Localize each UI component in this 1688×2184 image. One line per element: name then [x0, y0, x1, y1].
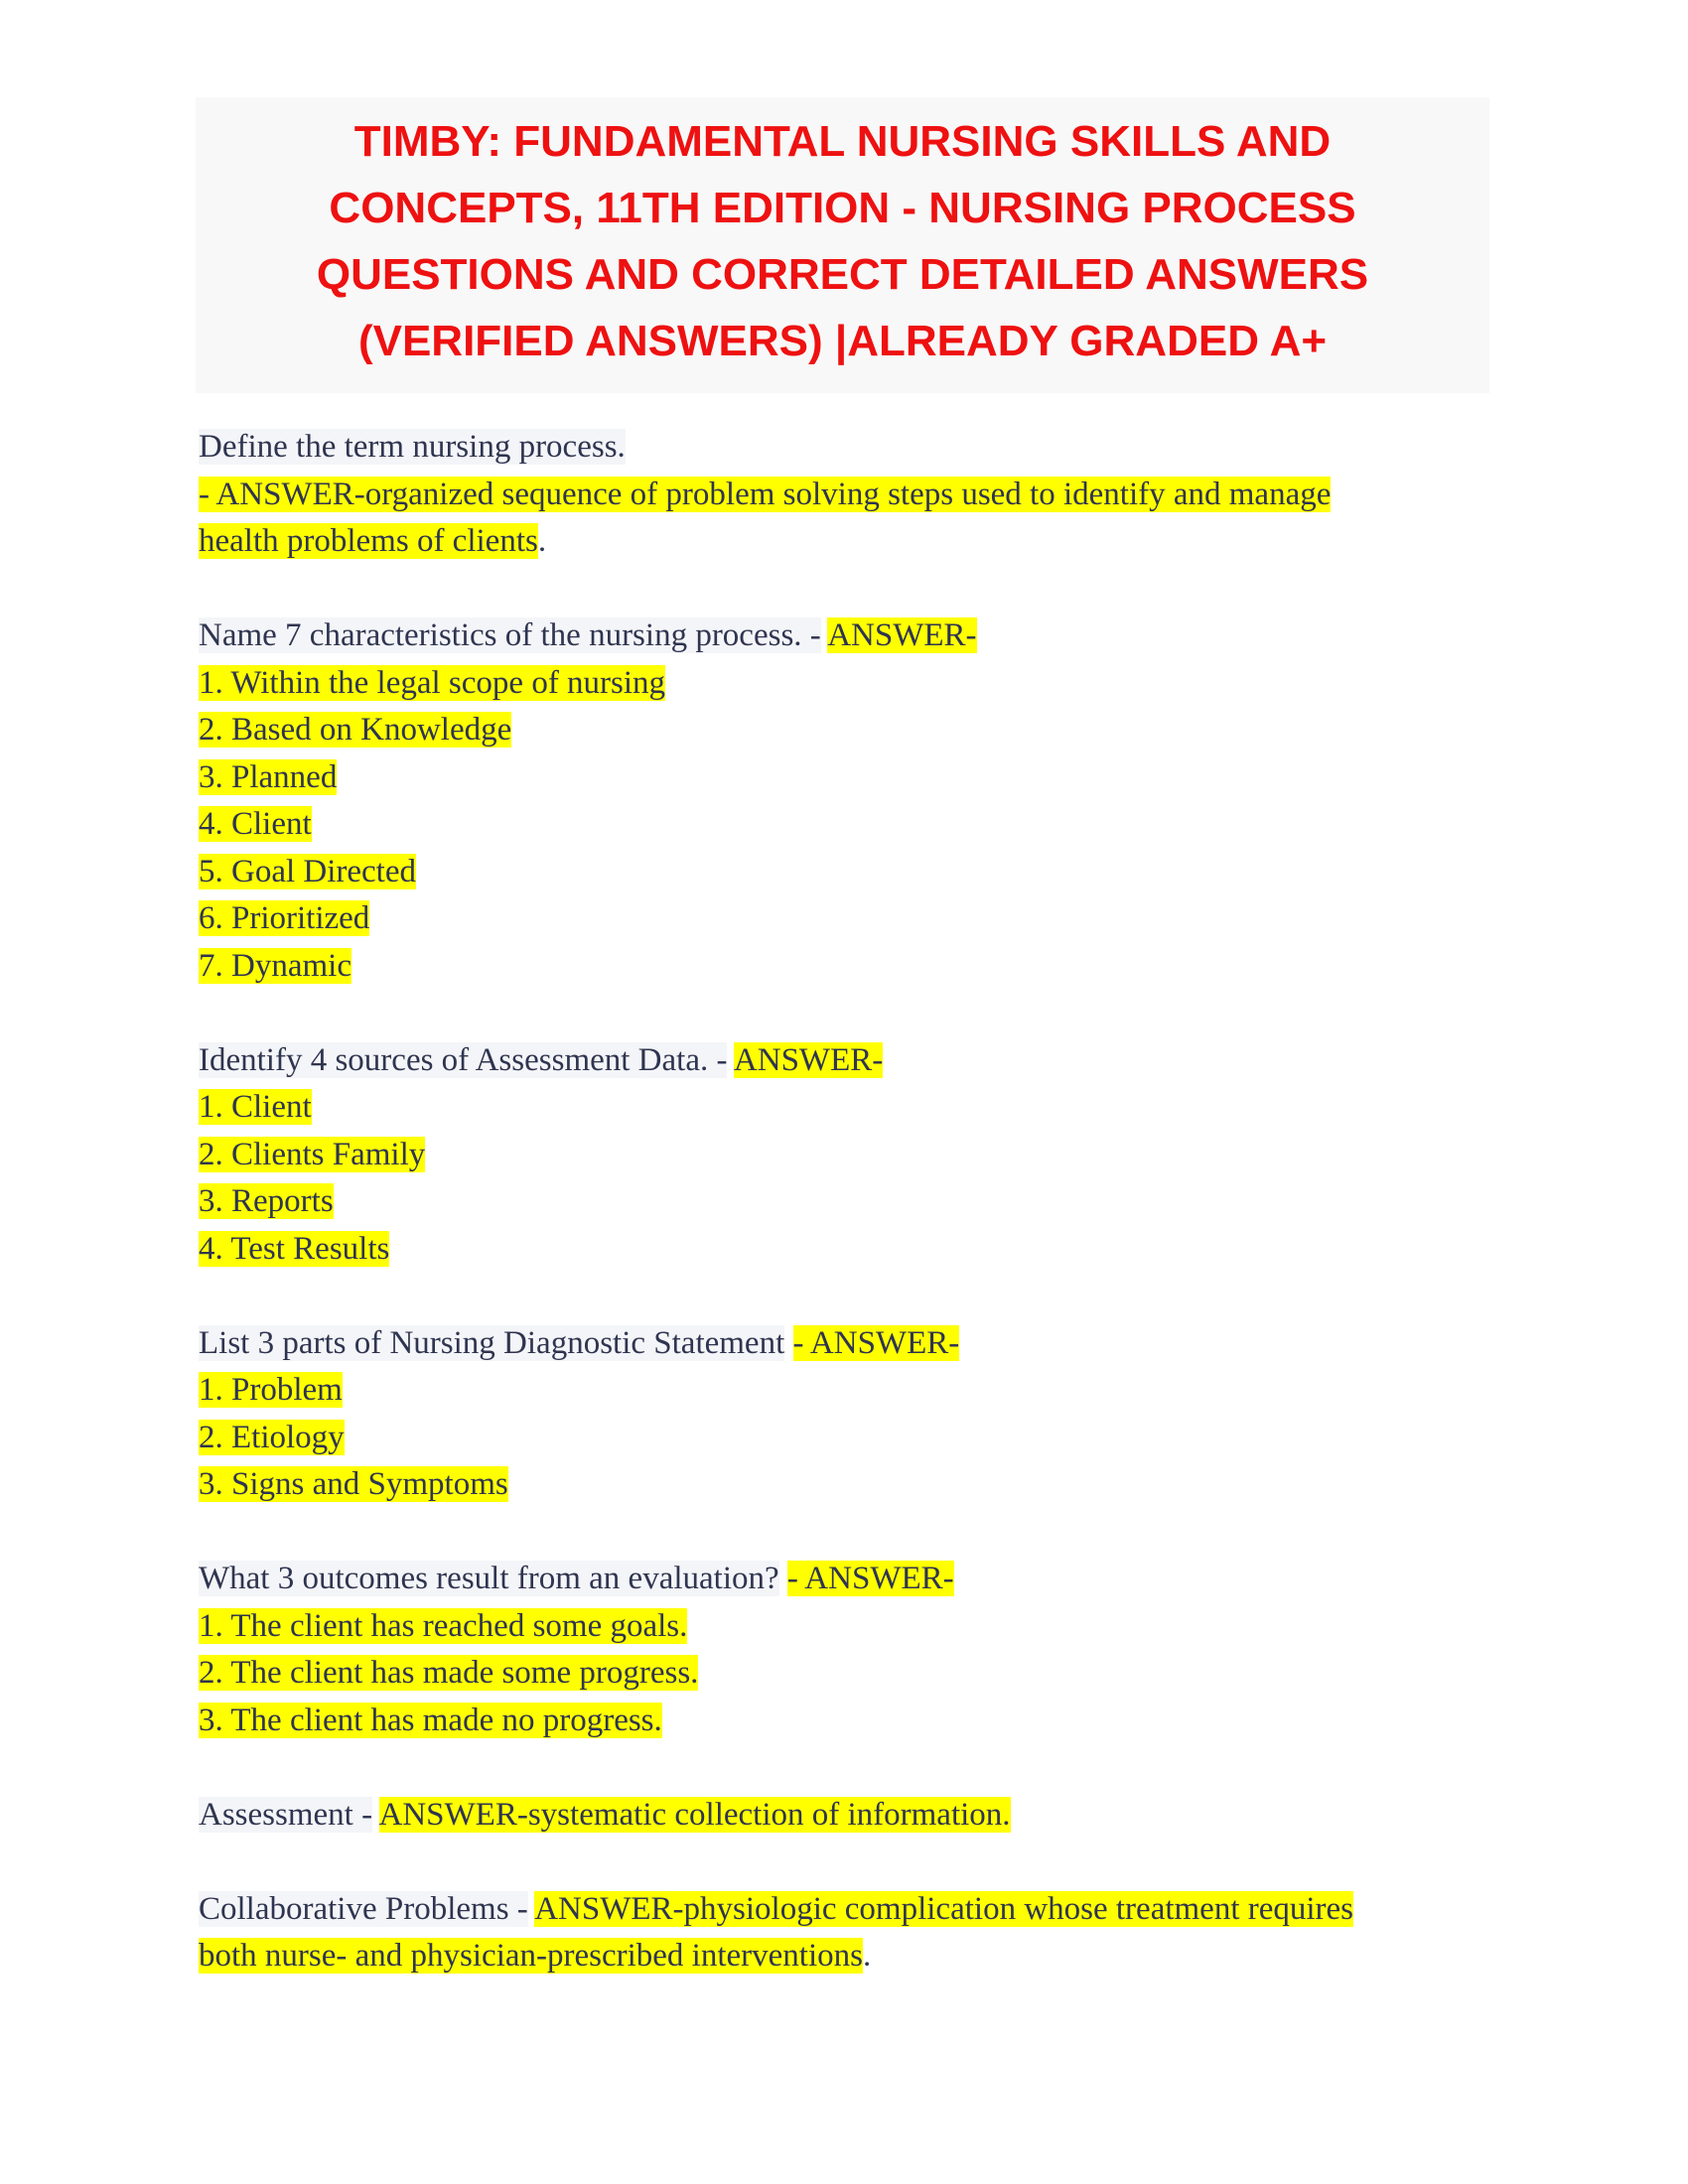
answer-item-text: 3. Reports — [199, 1183, 334, 1219]
answer-list-item — [199, 1698, 1509, 1745]
qa-question — [199, 1556, 1509, 1603]
answer-item-text: 1. Client — [199, 1089, 312, 1125]
answer-list-item — [199, 895, 1509, 943]
answer-list-item — [199, 660, 1509, 708]
answer-item-text: 5. Goal Directed — [199, 853, 416, 889]
answer-item-text: 1. Within the legal scope of nursing — [199, 664, 666, 701]
question-text: Name 7 characteristics of the nursing process. - — [199, 617, 821, 653]
answer-list-item — [199, 1461, 1509, 1509]
answer-list-item — [199, 1226, 1509, 1274]
answer-list-item — [199, 943, 1509, 991]
qa-question — [199, 1792, 1509, 1840]
answer-item-text: 6. Prioritized — [199, 900, 370, 936]
answer-list-item — [199, 1084, 1509, 1132]
question-text: Assessment - — [199, 1796, 373, 1833]
qa-body — [199, 424, 1509, 1980]
answer-list-item — [199, 1367, 1509, 1415]
answer-list-item — [199, 849, 1509, 896]
answer-end: . — [862, 1938, 872, 1974]
answer-item-text: 4. Test Results — [199, 1230, 390, 1267]
answer-item-text: 3. Planned — [199, 758, 338, 795]
qa-question — [199, 1886, 1509, 1934]
qa-answer-line — [199, 1933, 1509, 1980]
qa-answer-line — [199, 472, 1509, 519]
question-text: Define the term nursing process. — [199, 429, 626, 465]
answer-list-item — [199, 1415, 1509, 1462]
answer-list-item — [199, 1603, 1509, 1651]
answer-list-item — [199, 754, 1509, 802]
answer-head: ANSWER- — [827, 617, 977, 653]
title-line: TIMBY: FUNDAMENTAL NURSING SKILLS AND — [353, 117, 1332, 166]
answer-item-text: 1. The client has reached some goals. — [199, 1607, 688, 1644]
question-text: List 3 parts of Nursing Diagnostic Statement — [199, 1324, 785, 1361]
answer-item-text: 2. The client has made some progress. — [199, 1655, 699, 1691]
question-text: What 3 outcomes result from an evaluation? — [199, 1561, 779, 1596]
answer-text: health problems of clients — [199, 523, 538, 559]
answer-item-text: 7. Dynamic — [199, 947, 352, 984]
answer-head: ANSWER- — [733, 1041, 884, 1078]
qa-question — [199, 1320, 1509, 1368]
answer-item-text: 3. Signs and Symptoms — [199, 1466, 508, 1502]
document-title — [196, 97, 1489, 393]
qa-question — [199, 1037, 1509, 1085]
title-line: QUESTIONS AND CORRECT DETAILED ANSWERS — [316, 250, 1369, 299]
answer-list-item — [199, 707, 1509, 754]
answer-end: . — [537, 523, 547, 559]
answer-text: - ANSWER-organized sequence of problem solving steps used to identify and manage — [199, 476, 1332, 512]
answer-text: ANSWER-physiologic complication whose treatment requires — [534, 1890, 1354, 1927]
question-text: Collaborative Problems - — [199, 1890, 528, 1927]
answer-text: both nurse- and physician-prescribed interventions — [199, 1938, 863, 1974]
answer-item-text: 3. The client has made no progress. — [199, 1702, 662, 1738]
qa-question — [199, 424, 1509, 472]
question-text: Identify 4 sources of Assessment Data. - — [199, 1041, 728, 1078]
answer-head: - ANSWER- — [786, 1561, 954, 1596]
qa-question — [199, 613, 1509, 660]
answer-head: - ANSWER- — [792, 1324, 960, 1361]
answer-item-text: 2. Based on Knowledge — [199, 712, 512, 748]
answer-list-item — [199, 1132, 1509, 1179]
title-line: (VERIFIED ANSWERS) |ALREADY GRADED A+ — [357, 317, 1328, 365]
title-line: CONCEPTS, 11TH EDITION - NURSING PROCESS — [329, 184, 1356, 232]
answer-item-text: 2. Clients Family — [199, 1136, 426, 1172]
answer-item-text: 1. Problem — [199, 1372, 343, 1408]
answer-list-item — [199, 1650, 1509, 1698]
answer-item-text: 4. Client — [199, 806, 312, 842]
answer-list-item — [199, 1178, 1509, 1226]
qa-answer-line — [199, 518, 1509, 566]
answer-item-text: 2. Etiology — [199, 1419, 345, 1455]
answer-list-item — [199, 801, 1509, 849]
answer-text: ANSWER-systematic collection of information. — [378, 1796, 1011, 1833]
